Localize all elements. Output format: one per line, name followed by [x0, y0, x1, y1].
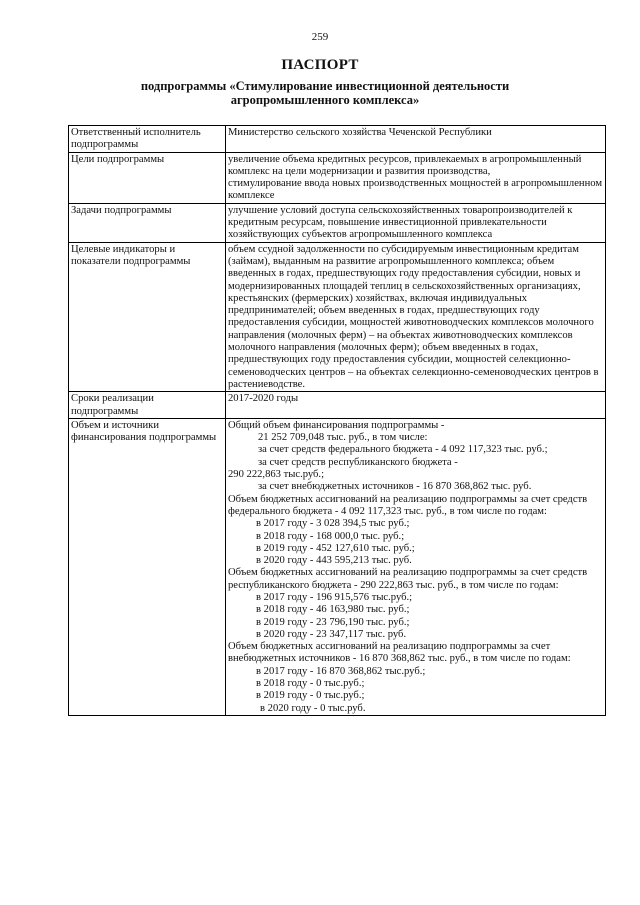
value-line: в 2017 году - 16 870 368,862 тыс.руб.;	[256, 665, 426, 677]
value-line: в 2020 году - 23 347,117 тыс. руб.	[256, 628, 407, 640]
value-line: в 2019 году - 452 127,610 тыс. руб.;	[256, 542, 415, 554]
value-line: 290 222,863 тыс.руб.;	[228, 469, 325, 481]
table-row	[69, 126, 606, 153]
table-row	[69, 242, 606, 392]
value-line: в 2019 году - 23 796,190 тыс. руб.;	[256, 616, 410, 628]
row-value	[226, 242, 606, 392]
value-line: Объем бюджетных ассигнований на реализацию подпрограммы за счет средств федерального бюджета - 4 092 117,323 тыс. руб., в том числе по годам:	[228, 493, 588, 517]
value-line: в 2020 году - 0 тыс.руб.	[260, 702, 366, 714]
value-line: в 2018 году - 168 000,0 тыс. руб.;	[256, 530, 405, 542]
value-line: улучшение условий доступа сельскохозяйственных товаропроизводителей к кредитным ресурсам, повышение инвестиционной привлекательности хозяйствующих субъектов агропромышленного комплекса	[228, 204, 573, 241]
table-row	[69, 152, 606, 203]
row-label: Сроки реализации подпрограммы	[69, 392, 226, 419]
value-line: за счет внебюджетных источников - 16 870 368,862 тыс. руб.	[258, 481, 532, 493]
document-subtitle: подпрограммы «Стимулирование инвестиционной деятельности агропромышленного комплекса»	[140, 79, 510, 107]
value-line: 21 252 709,048 тыс. руб., в том числе:	[258, 432, 428, 444]
row-label: Задачи подпрограммы	[69, 203, 226, 242]
value-line: за счет средств республиканского бюджета -	[258, 456, 458, 468]
value-line: 2017-2020 годы	[228, 393, 299, 405]
row-value	[226, 418, 606, 715]
value-line: в 2017 году - 3 028 394,5 тыс руб.;	[256, 518, 410, 530]
table-row	[69, 203, 606, 242]
row-label: Целевые индикаторы и показатели подпрограммы	[69, 242, 226, 392]
value-line: Объем бюджетных ассигнований на реализацию подпрограммы за счет средств республиканского бюджета - 290 222,863 тыс. руб., в том числе по годам:	[228, 567, 588, 591]
row-label: Объем и источники финансирования подпрограммы	[69, 418, 226, 715]
value-line: Общий объем финансирования подпрограммы -	[228, 419, 445, 431]
passport-table	[68, 125, 606, 716]
value-line: объем ссудной задолженности по субсидируемым инвестиционным кредитам (займам), выданным на развитие агропромышленного комплекса; объем введенных в годах, предшествующих году предоставления субсидии, новых и модернизированных площадей теплиц в сельскохозяйственных организациях, крестьянских (фермерских) хозяйствах, включая индивидуальных предпринимателей; объем введенных в годах, предшествующих году предоставления субсидии, мощностей животноводческих комплексов молочного направления (молочных ферм) – на объектах животноводческих комплексов молочного направления (молочных ферм); объем введенных в годах, предшествующих году предоставления субсидии, мощностей селекционно-семеноводческих центров – на объектах селекционно-семеноводческих центров в растениеводстве.	[228, 243, 599, 390]
value-line: в 2018 году - 46 163,980 тыс. руб.;	[256, 604, 410, 616]
table-row	[69, 392, 606, 419]
value-line: за счет средств федерального бюджета - 4 092 117,323 тыс. руб.;	[258, 444, 548, 456]
value-line: в 2019 году - 0 тыс.руб.;	[256, 690, 365, 702]
row-label: Цели подпрограммы	[69, 152, 226, 203]
row-value	[226, 152, 606, 203]
row-label: Ответственный исполнитель подпрограммы	[69, 126, 226, 153]
row-value	[226, 203, 606, 242]
row-value	[226, 126, 606, 153]
table-row	[69, 418, 606, 715]
value-line: увеличение объема кредитных ресурсов, привлекаемых в агропромышленный комплекс на цели модернизации и развития производства,	[228, 153, 582, 177]
row-value	[226, 392, 606, 419]
document-title: ПАСПОРТ	[281, 57, 359, 73]
value-line: в 2020 году - 443 595,213 тыс. руб.	[256, 555, 412, 567]
value-line: в 2018 году - 0 тыс.руб.;	[256, 678, 365, 690]
page-number: 259	[311, 31, 329, 43]
value-line: Объем бюджетных ассигнований на реализацию подпрограммы за счет внебюджетных источников - 16 870 368,862 тыс. руб., в том числе по годам:	[228, 641, 571, 665]
value-line: стимулирование ввода новых производственных мощностей в агропромышленном комплексе	[228, 178, 603, 202]
passport-table-body	[69, 126, 606, 716]
value-line: в 2017 году - 196 915,576 тыс.руб.;	[256, 591, 413, 603]
value-line: Министерство сельского хозяйства Чеченской Республики	[228, 127, 492, 138]
